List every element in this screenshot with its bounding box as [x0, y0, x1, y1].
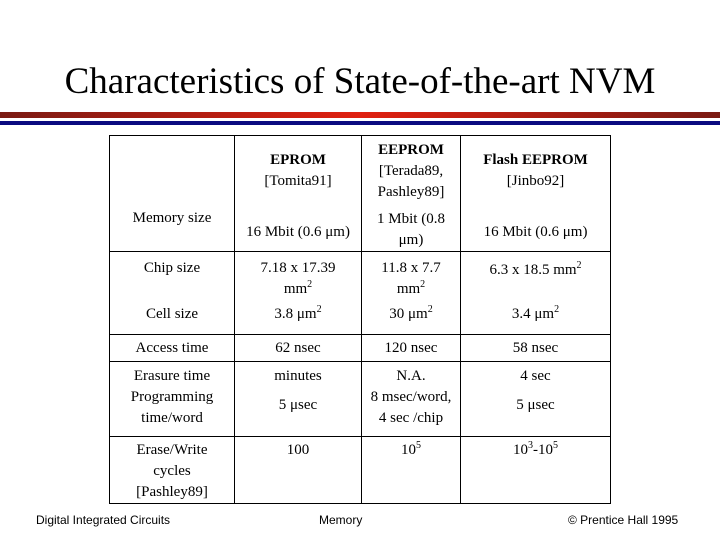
superscript: 2 — [307, 279, 313, 290]
column-header-eeprom: EEPROM — [378, 142, 444, 158]
table-row — [110, 437, 611, 504]
column-header-ref: Pashley89] — [377, 184, 445, 200]
table-cell — [461, 335, 611, 362]
row-label: Chip size — [143, 260, 201, 276]
row-label: Memory size — [132, 210, 212, 226]
superscript: 2 — [316, 304, 322, 315]
table-cell — [110, 362, 235, 437]
row-label: time/word — [141, 410, 203, 426]
table-value: 58 nsec — [512, 340, 559, 356]
table-value: 10 — [513, 442, 528, 458]
column-header-ref: [Tomita91] — [264, 173, 332, 189]
table-cell — [461, 136, 611, 252]
table-value: 120 nsec — [384, 340, 438, 356]
table-cell — [461, 252, 611, 335]
row-label: [Pashley89] — [136, 484, 208, 500]
superscript: 2 — [420, 279, 426, 290]
table-value: mm — [283, 281, 308, 297]
table-value: 5 μsec — [278, 397, 318, 413]
footer-course: Digital Integrated Circuits — [36, 513, 171, 527]
title-divider-red — [0, 112, 720, 118]
table-value: 8 msec/word, — [370, 389, 452, 405]
table-value: 16 Mbit (0.6 μm) — [483, 224, 588, 240]
table-value: 4 sec /chip — [378, 410, 444, 426]
table-value: 1 Mbit (0.8 — [377, 211, 445, 227]
table-cell — [362, 437, 461, 504]
row-label: Access time — [135, 340, 209, 356]
table-value: 3.8 μm — [274, 306, 317, 322]
table-cell — [110, 437, 235, 504]
row-label: Erase/Write — [136, 442, 208, 458]
superscript: 2 — [576, 260, 582, 271]
table-row — [110, 252, 611, 335]
table-row — [110, 335, 611, 362]
superscript: 2 — [554, 304, 560, 315]
title-divider-blue — [0, 121, 720, 125]
nvm-comparison-table — [109, 135, 611, 504]
table-value: N.A. — [396, 368, 426, 384]
table-value: minutes — [274, 368, 322, 384]
table-cell — [235, 335, 362, 362]
table-value: 3.4 μm — [511, 306, 555, 322]
table-cell — [362, 136, 461, 252]
superscript: 2 — [427, 304, 433, 315]
row-label: Erasure time — [133, 368, 211, 384]
superscript: 5 — [416, 440, 421, 451]
superscript: 5 — [553, 440, 558, 451]
table-value: mm — [396, 281, 421, 297]
table-value: 10 — [401, 442, 416, 458]
table-value: 11.8 x 7.7 — [381, 260, 441, 276]
slide-title: Characteristics of State-of-the-art NVM — [64, 61, 656, 102]
column-header-flash: Flash EEPROM — [483, 152, 588, 168]
table-value: μm) — [398, 232, 424, 248]
footer-topic: Memory — [319, 513, 363, 527]
column-header-eprom: EPROM — [270, 152, 326, 168]
table-cell — [110, 136, 235, 252]
table-value: 100 — [286, 442, 310, 458]
table-cell — [461, 437, 611, 504]
table-value: 6.3 x 18.5 mm — [489, 262, 577, 278]
column-header-ref: [Jinbo92] — [506, 173, 565, 189]
table-cell — [235, 252, 362, 335]
table-cell — [110, 335, 235, 362]
table-value: 5 μsec — [516, 397, 555, 413]
table-value: 7.18 x 17.39 — [260, 260, 336, 276]
table-cell — [235, 136, 362, 252]
column-header-ref: [Terada89, — [378, 163, 444, 179]
table-cell — [235, 437, 362, 504]
table-cell — [110, 252, 235, 335]
table-value: 16 Mbit (0.6 μm) — [246, 224, 350, 240]
row-label: Programming — [130, 389, 214, 405]
superscript: 3 — [528, 440, 533, 451]
table-cell — [362, 335, 461, 362]
footer-copyright: © Prentice Hall 1995 — [568, 513, 679, 527]
table-cell — [362, 252, 461, 335]
table-value: 62 nsec — [275, 340, 321, 356]
table-cell — [461, 362, 611, 437]
table-row — [110, 136, 611, 252]
row-label: cycles — [153, 463, 191, 479]
row-label: Cell size — [145, 306, 199, 322]
table-row — [110, 362, 611, 437]
table-value: 4 sec — [520, 368, 551, 384]
table-cell — [362, 362, 461, 437]
table-value: 30 μm — [389, 306, 428, 322]
table-cell — [235, 362, 362, 437]
table-value: -10 — [533, 442, 553, 458]
